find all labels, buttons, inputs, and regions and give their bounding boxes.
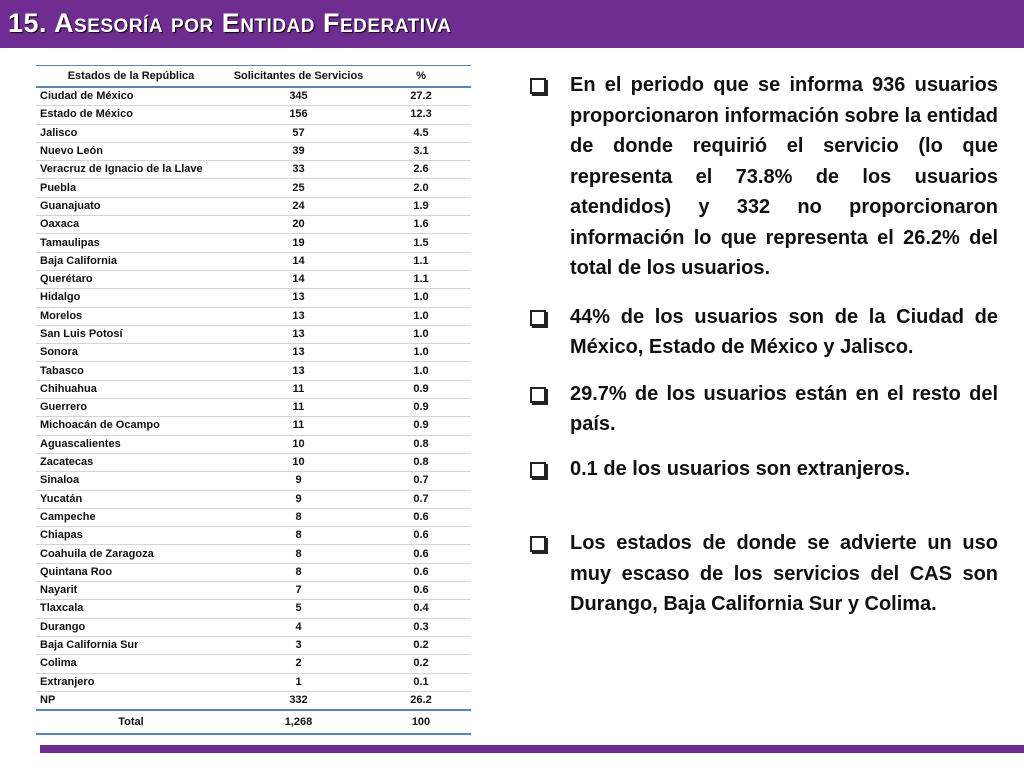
table-row (36, 618, 471, 636)
state-name-cell: Nuevo León (36, 142, 226, 160)
table-row (36, 142, 471, 160)
table-row (36, 636, 471, 654)
table-row (36, 527, 471, 545)
percent-cell: 1.1 (371, 270, 471, 288)
requesters-cell: 13 (226, 289, 371, 307)
bottom-accent-bar (40, 745, 1024, 753)
table-row (36, 508, 471, 526)
requesters-cell: 14 (226, 270, 371, 288)
percent-cell: 0.8 (371, 435, 471, 453)
bullet-item (528, 454, 998, 485)
percent-cell: 0.6 (371, 508, 471, 526)
percent-cell: 0.9 (371, 399, 471, 417)
state-name-cell: Zacatecas (36, 453, 226, 471)
bullet-text: Los estados de donde se advierte un uso muy escaso de los servicios del CAS son Durango, Baja California Sur y Colima. (570, 532, 998, 615)
states-table (36, 65, 471, 735)
table-row (36, 582, 471, 600)
state-name-cell: Coahuila de Zaragoza (36, 545, 226, 563)
percent-cell: 4.5 (371, 124, 471, 142)
percent-cell: 0.4 (371, 600, 471, 618)
table-row (36, 106, 471, 124)
percent-cell: 1.9 (371, 197, 471, 215)
checkbox-bullet-icon (530, 387, 546, 403)
table-row (36, 124, 471, 142)
bullet-item (528, 302, 998, 363)
requesters-cell: 57 (226, 124, 371, 142)
table-row (36, 161, 471, 179)
table-row (36, 453, 471, 471)
bullet-item (528, 70, 998, 284)
state-name-cell: Tamaulipas (36, 234, 226, 252)
percent-cell: 0.6 (371, 563, 471, 581)
title-bar (0, 0, 1024, 48)
percent-cell: 0.1 (371, 673, 471, 691)
table-row (36, 472, 471, 490)
table-row (36, 87, 471, 106)
table-row (36, 673, 471, 691)
table-row (36, 417, 471, 435)
state-name-cell: Puebla (36, 179, 226, 197)
table-row (36, 362, 471, 380)
requesters-cell: 3 (226, 636, 371, 654)
requesters-cell: 25 (226, 179, 371, 197)
percent-cell: 0.6 (371, 545, 471, 563)
requesters-cell: 332 (226, 691, 371, 710)
requesters-cell: 5 (226, 600, 371, 618)
requesters-cell: 1 (226, 673, 371, 691)
requesters-cell: 10 (226, 453, 371, 471)
table-row (36, 435, 471, 453)
table-row (36, 655, 471, 673)
state-name-cell: San Luis Potosí (36, 325, 226, 343)
table-row (36, 307, 471, 325)
summary-bullets (528, 70, 998, 620)
requesters-cell: 11 (226, 380, 371, 398)
state-name-cell: Guanajuato (36, 197, 226, 215)
state-name-cell: Sinaloa (36, 472, 226, 490)
requesters-cell: 11 (226, 399, 371, 417)
requesters-cell: 2 (226, 655, 371, 673)
percent-cell: 3.1 (371, 142, 471, 160)
header-requesters: Solicitantes de Servicios (226, 66, 371, 88)
percent-cell: 0.6 (371, 582, 471, 600)
table-row (36, 380, 471, 398)
state-name-cell: Chiapas (36, 527, 226, 545)
requesters-cell: 13 (226, 307, 371, 325)
percent-cell: 1.0 (371, 344, 471, 362)
percent-cell: 2.6 (371, 161, 471, 179)
bullet-item (528, 379, 998, 440)
percent-cell: 0.8 (371, 453, 471, 471)
state-name-cell: Baja California Sur (36, 636, 226, 654)
state-name-cell: Oaxaca (36, 216, 226, 234)
state-name-cell: Durango (36, 618, 226, 636)
state-name-cell: Nayarit (36, 582, 226, 600)
bullet-text: 0.1 de los usuarios son extranjeros. (570, 457, 911, 480)
state-name-cell: Aguascalientes (36, 435, 226, 453)
checkbox-bullet-icon (530, 536, 546, 552)
table-total-row (36, 710, 471, 734)
state-name-cell: Tabasco (36, 362, 226, 380)
table-row (36, 399, 471, 417)
percent-cell: 1.0 (371, 307, 471, 325)
state-name-cell: Morelos (36, 307, 226, 325)
requesters-cell: 156 (226, 106, 371, 124)
percent-cell: 27.2 (371, 87, 471, 106)
requesters-cell: 7 (226, 582, 371, 600)
state-name-cell: Guerrero (36, 399, 226, 417)
state-name-cell: Ciudad de México (36, 87, 226, 106)
bullet-item (528, 528, 998, 620)
table-row (36, 563, 471, 581)
requesters-cell: 20 (226, 216, 371, 234)
requesters-cell: 14 (226, 252, 371, 270)
table-row (36, 545, 471, 563)
table-row (36, 289, 471, 307)
checkbox-bullet-icon (530, 78, 546, 94)
requesters-cell: 13 (226, 325, 371, 343)
state-name-cell: Veracruz de Ignacio de la Llave (36, 161, 226, 179)
table-body (36, 87, 471, 710)
requesters-cell: 11 (226, 417, 371, 435)
percent-cell: 1.0 (371, 362, 471, 380)
header-states: Estados de la República (36, 66, 226, 88)
table-row (36, 197, 471, 215)
table-row (36, 490, 471, 508)
table-row (36, 179, 471, 197)
percent-cell: 1.0 (371, 325, 471, 343)
total-requesters: 1,268 (226, 710, 371, 734)
table-row (36, 325, 471, 343)
percent-cell: 1.1 (371, 252, 471, 270)
table-header-row (36, 66, 471, 88)
state-name-cell: Sonora (36, 344, 226, 362)
requesters-cell: 8 (226, 563, 371, 581)
table-row (36, 216, 471, 234)
requesters-cell: 345 (226, 87, 371, 106)
state-name-cell: Extranjero (36, 673, 226, 691)
percent-cell: 0.2 (371, 655, 471, 673)
table-row (36, 234, 471, 252)
requesters-cell: 33 (226, 161, 371, 179)
bullet-text: En el periodo que se informa 936 usuarios proporcionaron información sobre la entidad de donde requirió el servicio (lo que representa el 73.8% de los usuarios atendidos) y 332 no proporcionaron información lo que representa el 26.2% del total de los usuarios. (570, 74, 998, 279)
percent-cell: 1.0 (371, 289, 471, 307)
requesters-cell: 8 (226, 527, 371, 545)
bullet-text: 44% de los usuarios son de la Ciudad de México, Estado de México y Jalisco. (570, 305, 998, 358)
percent-cell: 0.7 (371, 490, 471, 508)
state-name-cell: Hidalgo (36, 289, 226, 307)
table-row (36, 600, 471, 618)
requesters-cell: 9 (226, 490, 371, 508)
percent-cell: 0.9 (371, 380, 471, 398)
slide-title: 15. Asesoría por Entidad Federativa (8, 8, 452, 38)
requesters-cell: 13 (226, 362, 371, 380)
state-name-cell: Yucatán (36, 490, 226, 508)
state-name-cell: Querétaro (36, 270, 226, 288)
table-row (36, 691, 471, 710)
percent-cell: 0.2 (371, 636, 471, 654)
percent-cell: 0.7 (371, 472, 471, 490)
requesters-cell: 4 (226, 618, 371, 636)
state-name-cell: Estado de México (36, 106, 226, 124)
requesters-cell: 8 (226, 545, 371, 563)
requesters-cell: 8 (226, 508, 371, 526)
total-percent: 100 (371, 710, 471, 734)
table-row (36, 252, 471, 270)
requesters-cell: 19 (226, 234, 371, 252)
state-name-cell: Quintana Roo (36, 563, 226, 581)
percent-cell: 0.6 (371, 527, 471, 545)
checkbox-bullet-icon (530, 310, 546, 326)
state-name-cell: Colima (36, 655, 226, 673)
requesters-cell: 39 (226, 142, 371, 160)
percent-cell: 0.9 (371, 417, 471, 435)
percent-cell: 2.0 (371, 179, 471, 197)
header-percent: % (371, 66, 471, 88)
percent-cell: 0.3 (371, 618, 471, 636)
total-label: Total (36, 710, 226, 734)
requesters-cell: 9 (226, 472, 371, 490)
state-name-cell: Tlaxcala (36, 600, 226, 618)
table-row (36, 270, 471, 288)
requesters-cell: 10 (226, 435, 371, 453)
percent-cell: 26.2 (371, 691, 471, 710)
percent-cell: 1.5 (371, 234, 471, 252)
state-name-cell: Baja California (36, 252, 226, 270)
state-name-cell: NP (36, 691, 226, 710)
checkbox-bullet-icon (530, 462, 546, 478)
percent-cell: 1.6 (371, 216, 471, 234)
state-name-cell: Campeche (36, 508, 226, 526)
bullet-text: 29.7% de los usuarios están en el resto del país. (570, 382, 998, 435)
table-row (36, 344, 471, 362)
states-table-container (36, 65, 471, 735)
requesters-cell: 24 (226, 197, 371, 215)
percent-cell: 12.3 (371, 106, 471, 124)
state-name-cell: Jalisco (36, 124, 226, 142)
state-name-cell: Michoacán de Ocampo (36, 417, 226, 435)
requesters-cell: 13 (226, 344, 371, 362)
state-name-cell: Chihuahua (36, 380, 226, 398)
